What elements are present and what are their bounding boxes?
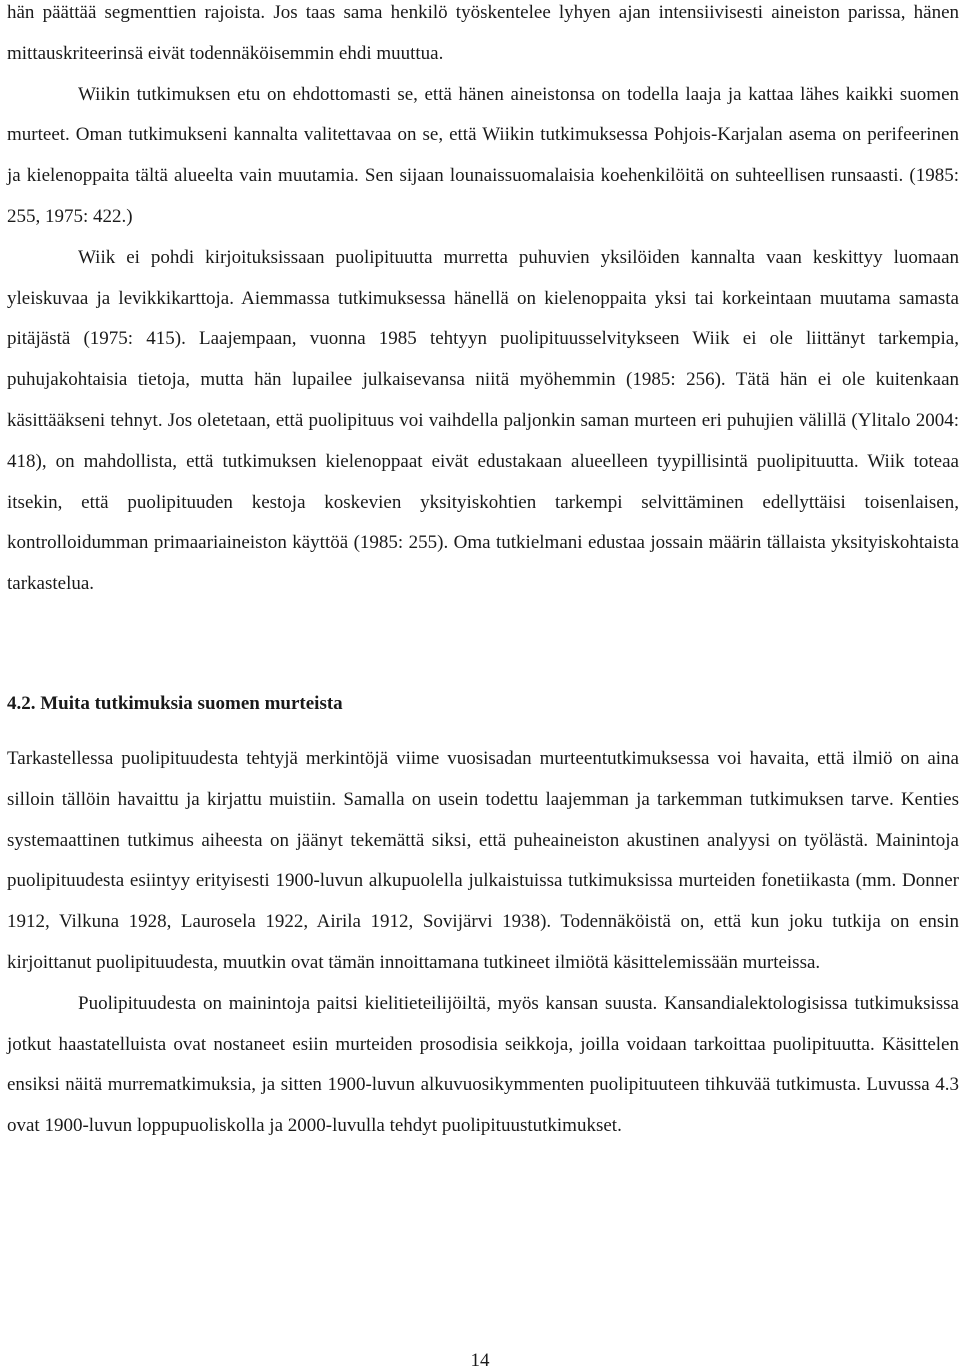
paragraph-earlier-research: Tarkastellessa puolipituudesta tehtyjä merkintöjä viime vuosisadan murteentutkimuksessa voi havaita, että ilmiö on aina silloin tällöin havaittu ja kirjattu muistiin. Samalla on usein todettu laajemman ja tarkemman tutkimuksen tarve. Kenties systemaattinen tutkimus aiheesta on jäänyt tekemättä siksi, että puheaineiston akustinen analyysi on työlästä. Mainintoja puolipituudesta esiintyy erityisesti 1900-luvun alkupuolella julkaistuissa tutkimuksissa murteiden fonetiikasta (mm. Donner 1912, Vilkuna 1928, Laurosela 1922, Airila 1912, Sovijärvi 1938). Todennäköistä on, että kun joku tutkija on ensin kirjoittanut puolipituudesta, muutkin ovat tämän innoittamana tutkineet ilmiötä käsittelemissään murteissa. [7, 748, 959, 973]
section-heading: 4.2. Muita tutkimuksia suomen murteista [7, 693, 343, 714]
section-body [7, 739, 959, 1147]
paragraph-wiik-scope: Wiikin tutkimuksen etu on ehdottomasti se, että hänen aineistonsa on todella laaja ja kattaa lähes kaikki suomen murteet. Oman tutkimukseni kannalta valitettavaa on se, että Wiikin tutkimuksessa Pohjois-Karjalan asema on perifeerinen ja kielenoppaita tältä alueelta vain muutamia. Sen sijaan lounaissuomalaisia koehenkilöitä on suhteellisen runsaasti. (1985: 255, 1975: 422.) [7, 83, 959, 227]
page-number: 14 [470, 1350, 490, 1371]
document-page [7, 0, 959, 605]
paragraph-continued: hän päättää segmenttien rajoista. Jos taas sama henkilö työskentelee lyhyen ajan intensiivisesti aineiston parissa, hänen mittauskriteerinsä eivät todennäköisemmin ehdi muuttua. [7, 2, 959, 64]
paragraph-folk-dialectology: Puolipituudesta on mainintoja paitsi kielitieteilijöiltä, myös kansan suusta. Kansandialektologisissa tutkimuksissa jotkut haastatelluista ovat nostaneet esiin murteiden prosodisia seikkoja, joilla voidaan tarkoittaa puolipituutta. Käsittelen ensiksi näitä murrematkimuksia, ja sitten 1900-luvun alkuvuosikymmenten puolipituuteen tihkuvää tutkimusta. Luvussa 4.3 ovat 1900-luvun loppupuoliskolla ja 2000-luvulla tehdyt puolipituustutkimukset. [7, 992, 959, 1137]
paragraph-wiik-speakers: Wiik ei pohdi kirjoituksissaan puolipituutta murretta puhuvien yksilöiden kannalta vaan keskittyy luomaan yleiskuvaa ja levikkikarttoja. Aiemmassa tutkimuksessa hänellä on kielenoppaita yksi tai korkeintaan muutama samasta pitäjästä (1975: 415). Laajempaan, vuonna 1985 tehtyyn puolipituusselvitykseen Wiik ei ole liittänyt tarkempia, puhujakohtaisia tietoja, mutta hän lupailee julkaisevansa niitä myöhemmin (1985: 256). Tätä hän ei ole kuitenkaan käsittääkseni tehnyt. Jos oletetaan, että puolipituus voi vaihdella paljonkin saman murteen eri puhujien välillä (Ylitalo 2004: 418), on mahdollista, että tutkimuksen kielenoppaat eivät edustakaan alueelleen tyypillisintä puolipituutta. Wiik toteaa itsekin, että puolipituuden kestoja koskevien yksityiskohtien tarkempi selvittäminen edellyttäisi toisenlaisen, kontrolloidumman primaariaineiston käyttöä (1985: 255). Oma tutkielmani edustaa jossain määrin tällaista yksityiskohtaista tarkastelua. [7, 246, 959, 595]
